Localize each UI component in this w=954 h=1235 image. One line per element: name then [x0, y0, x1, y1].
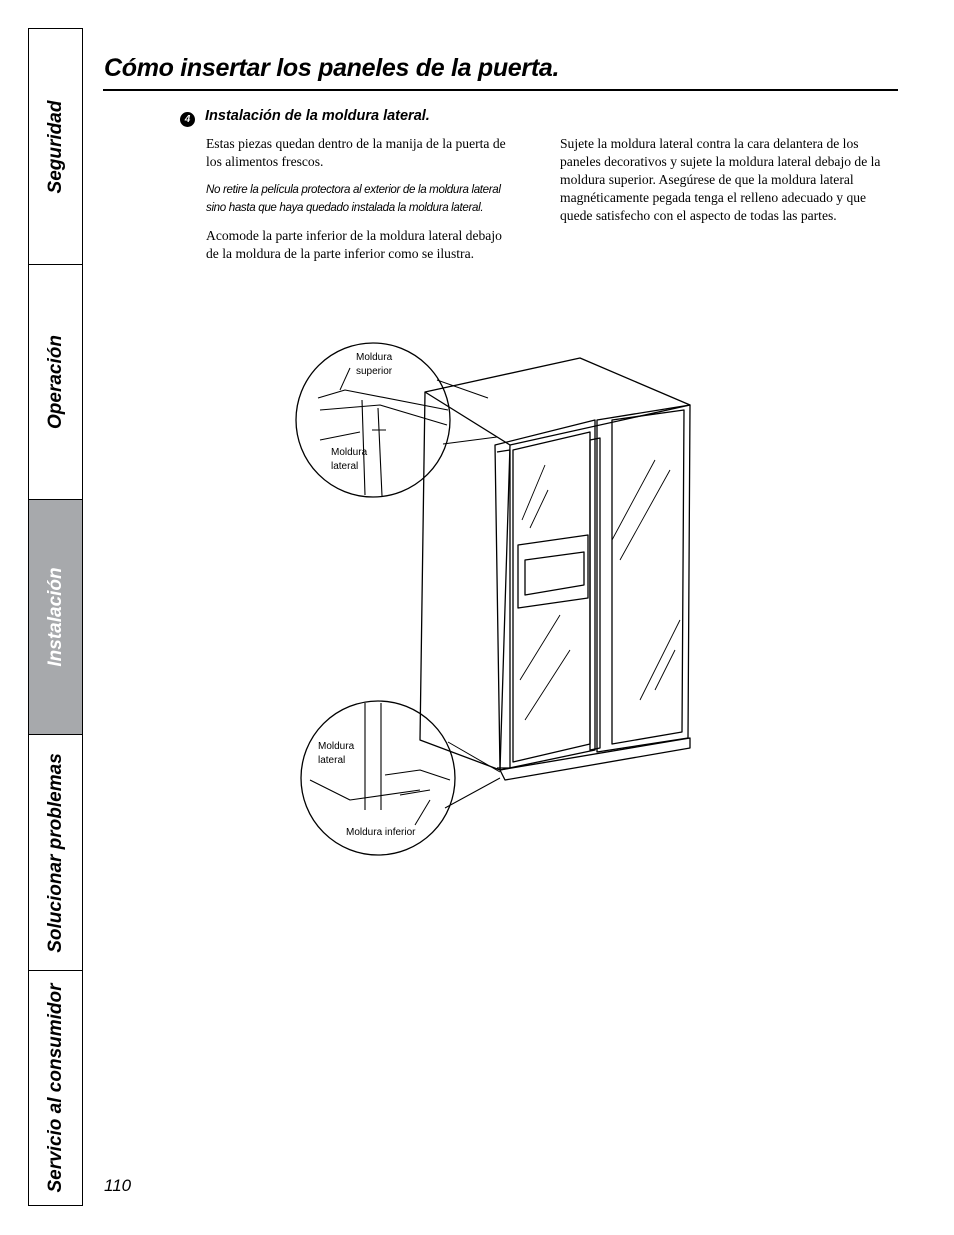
dispenser-frame	[518, 535, 588, 608]
label-top-molding: superior	[356, 366, 393, 377]
tab-servicio-al-consumidor[interactable]	[29, 971, 82, 1204]
dispenser-recess	[525, 552, 584, 595]
title-rule	[103, 89, 898, 91]
label-side-molding-top: lateral	[331, 461, 359, 472]
top-detail-circle	[296, 343, 450, 497]
tab-label: Instalación	[44, 567, 66, 667]
caution-note: No retire la película protectora al exterior de la moldura lateral sino hasta que haya quedado instalada la moldura lateral.	[206, 183, 501, 214]
label-side-molding-bottom: lateral	[318, 755, 346, 766]
base-grille	[500, 738, 690, 780]
page-number: 110	[104, 1176, 132, 1195]
instruction-paragraph: Sujete la moldura lateral contra la cara delantera de los paneles decorativos y sujete la moldura lateral debajo de la moldura superior. Asegúrese de que la moldura lateral magnéticamente pegada tenga el relleno adecuado y que quede satisfecho con el aspecto de todas las partes.	[560, 136, 881, 223]
freezer-door	[495, 420, 595, 770]
instruction-paragraph: Estas piezas quedan dentro de la manija de la puerta de los alimentos frescos.	[206, 136, 506, 169]
instruction-paragraph: Acomode la parte inferior de la moldura lateral debajo de la moldura de la parte inferior como se ilustra.	[206, 228, 502, 261]
tab-label: Solucionar problemas	[44, 752, 66, 953]
label-side-molding-top: Moldura	[331, 447, 368, 458]
tab-instalacion[interactable]	[29, 500, 82, 735]
fresh-food-door	[597, 405, 690, 752]
tab-label: Seguridad	[44, 100, 66, 193]
freezer-panel	[513, 432, 590, 762]
right-column	[560, 135, 900, 235]
bottom-detail-circle	[301, 701, 455, 855]
left-column	[206, 135, 518, 273]
tab-operacion[interactable]	[29, 265, 82, 500]
side-molding-strip	[497, 450, 510, 768]
page-title: Cómo insertar los paneles de la puerta.	[104, 54, 560, 82]
label-top-molding: Moldura	[356, 352, 393, 363]
step-title: Instalación de la moldura lateral.	[205, 108, 430, 124]
tab-label: Operación	[44, 335, 66, 429]
door-handle	[590, 438, 600, 750]
tab-label: Servicio al consumidor	[44, 982, 66, 1193]
label-bottom-molding: Moldura inferior	[346, 827, 416, 838]
step-number-badge: 4	[180, 112, 195, 127]
label-side-molding-bottom: Moldura	[318, 741, 355, 752]
fresh-food-panel	[612, 410, 684, 744]
tab-seguridad[interactable]	[29, 29, 82, 265]
cabinet-side	[420, 392, 510, 770]
tab-solucionar-problemas[interactable]	[29, 735, 82, 971]
section-tabs	[28, 28, 83, 1206]
cabinet-top	[425, 358, 690, 445]
